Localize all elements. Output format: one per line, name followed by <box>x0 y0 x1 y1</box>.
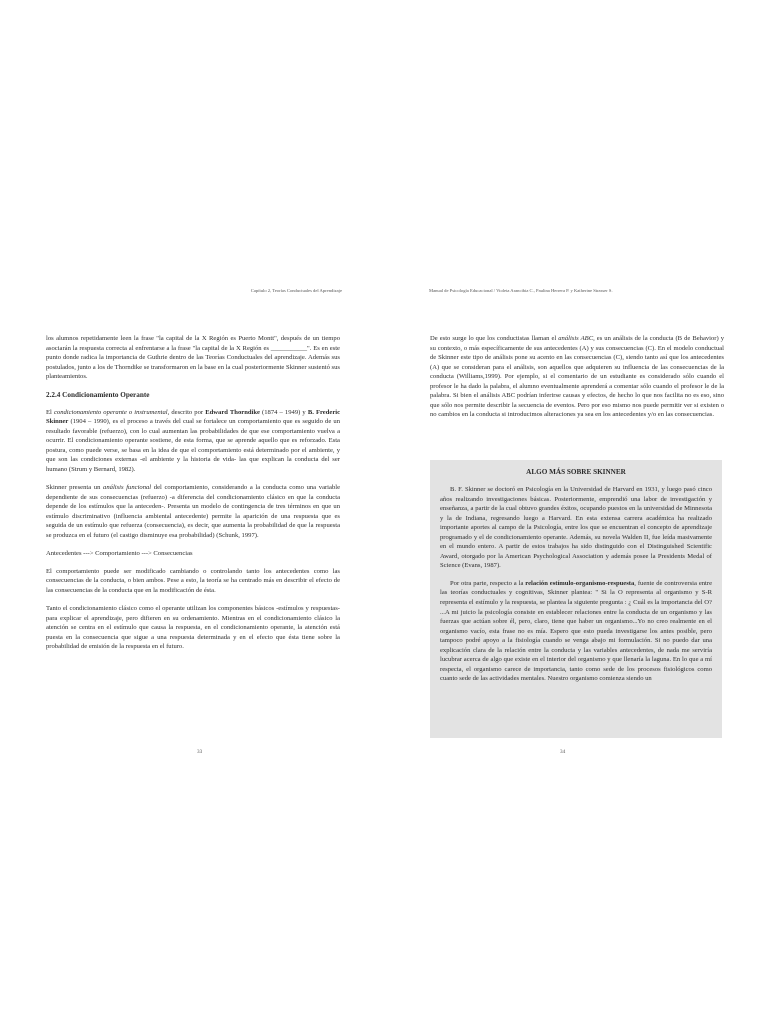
paragraph: Tanto el condicionamiento clásico como el operante utilizan los componentes básicos -estímulos y respuestas- para explicar el aprendizaje, pero difieren en su ordenamiento. Mientras en el condicionamiento clásico la atención se centra en el estímulo que causa la respuesta, en el condicionamiento operante, la atención está puesta en la consecuencia que sigue a una respuesta determinada y en el efecto que ésta tiene sobre la probabilidad de emisión de la respuesta en el futuro. <box>46 604 340 651</box>
section-heading: 2.2.4 Condicionamiento Operante <box>46 391 150 400</box>
page-number-right: 34 <box>560 749 566 755</box>
box-title: ALGO MÁS SOBRE SKINNER <box>526 468 626 476</box>
box-paragraph: B. F. Skinner se doctoró en Psicología en la Universidad de Harvard en 1931, y luego pasó cinco años realizando investigaciones básicas. Posteriormente, emprendió una labor de investigación y enseñanza, a partir de la cual obtuvo grandes éxitos, ocupando puestos en la universidad de Minnesota y la de Indiana, regresando luego a Harvard. En esta extensa carrera académica ha realizado importante aportes al campo de la Psicología, entre los que se encuentran el concepto de aprendizaje programado y el de condicionamiento operante. Además, su novela Walden II, fue leída masivamente en el mundo entero. A partir de estos trabajos ha sido distinguido con el Distinguished Scientific Award, otorgado por la American Psychological Association y además posee la Presidents Medal of Science (Evans, 1987). <box>440 486 712 570</box>
bold-term: relación estímulo-organismo-respuesta <box>525 579 635 587</box>
paragraph <box>46 408 340 475</box>
paragraph: los alumnos repetidamente leen la frase "la capital de la X Región es Puerto Montt", después de un tiempo asociarán la respuesta correcta al enfrentarse a la frase "la capital de la X Región es ___________". Es en este punto donde radica la importancia de Guthrie dentro de las Teorías Conductuales del aprendizaje. Además sus postulados, junto a los de Thorndike se transformaron en la base en la cual posteriormente Skinner sustentó sus planteamientos. <box>46 335 340 381</box>
text-run: (1904 – 1990), es el proceso a través del cual se fortalece un comportamiento que es seguido de un resultado favorable (refuerzo), con lo cual aumentan las probabilidades de que ese comportamiento vuelva a ocurrir. El condicionamiento operante sostiene, de esta forma, que se aprende aquello que es reforzado. Esta postura, como puede verse, se basa en la idea de que el comportamiento está determinado por el ambiente, y que son las condiciones externas -el ambiente y la historia de vida- las que explican la conducta del ser humano (Strum y Bernard, 1982). <box>46 418 340 473</box>
italic-term: análisis funcional <box>103 484 152 491</box>
text-run: De esto surge lo que los conductistas llaman el <box>430 335 559 342</box>
paragraph: El comportamiento puede ser modificado cambiando o controlando tanto los antecedentes como las consecuencias de la conducta, o bien ambos. Pese a esto, la teoría se ha centrado más en describir el efecto de las consecuencias de la conducta que en la modificación de ésta. <box>46 567 340 594</box>
paragraph <box>46 483 340 540</box>
text-run: Por otra parte, respecto a la <box>450 579 526 587</box>
text-run: (1874 – 1949) y <box>259 408 308 416</box>
text-run: , fuente de controversia entre las teorías conductuales y cognitivas, Skinner plantea: " Si la O representa al organismo y S-R representa el estímulo y la respuesta, se plantea la siguiente pregunta : ¿ Cuál es la importancia del O? ...A mi juicio la psicología consiste en establecer relaciones entre la conducta de un organismo y las fuerzas que actúan sobre él, pero, claro, tiene que haber un organismo...Yo no creo realmente en el organismo vacío, esta frase no es mía. Espero que esto pueda investigarse los antes posible, pero tampoco podré apoyo a la fisiología cuando se venga abajo mi formulación. Si no puedo dar una explicación clara de la relación entre la conducta y las variables antecedentes, de nada me serviría lucubrar acerca de algo que existe en el interior del organismo y que llenaría la laguna. En lo que a mí respecta, el organismo carece de importancia, tanto como sede de los procesos fisiológicos como cuanto sede de las actividades mentales. Nuestro organismo comienza siendo un <box>440 579 712 683</box>
italic-term: análisis ABC <box>558 335 594 342</box>
left-text-column <box>46 334 340 660</box>
right-text-column <box>430 334 724 428</box>
paragraph <box>430 334 724 420</box>
sidebar-box <box>430 460 722 738</box>
italic-term: condicionamiento operante o instrumental <box>53 408 168 416</box>
text-run: , descrito por <box>167 408 206 416</box>
box-paragraph <box>440 579 712 684</box>
running-header-right: Manual de Psicología Educacional / Violeta Arancibia C., Paulina Herrera P. y Katherine Strasser S. <box>429 288 613 293</box>
text-run: , es un análisis de la conducta (B de Behavior) y su contexto, o más específicamente de sus antecedentes (A) y sus consecuencias (C). En el modelo conductual de Skinner este tipo de análisis pone su acento en las consecuencias (C), siendo tanto así que los antecedentes (A) que se consideran para el análisis, son aquellos que adquieren su influencia de las consecuencias de la conducta (Williams,1999). Por ejemplo, si el comentario de un estudiante es considerado sólo cuando el profesor le ha dado la palabra, el alumno eventualmente aprenderá a comentar sólo cuando el profesor le de la palabra. Si bien el análisis ABC podrían inferirse causas y efectos, de hecho lo que nos facilita no es eso, sino que sólo nos permite describir la secuencia de eventos. Pero por eso mismo nos puede permitir ver si existen o no cambios en la conducta si introducimos alteraciones ya sea en los antecedentes y/o en las consecuencias. <box>430 335 725 419</box>
text-run: Skinner presenta un <box>46 484 104 491</box>
right-page <box>384 0 768 1024</box>
sequence-line: Antecedentes ---> Comportamiento ---> Consecuencias <box>46 549 193 557</box>
text-run: El <box>46 408 54 416</box>
page-number-left: 33 <box>197 749 203 755</box>
running-header-left: Capítulo 2, Teorías Conductuales del Aprendizaje <box>250 288 342 293</box>
author-name: B. Frederic Skinner <box>46 408 340 426</box>
text-run: del comportamiento, considerando a la conducta como una variable dependiente de sus consecuencias (refuerzo) -a diferencia del condicionamiento clásico en que la conducta depende de los estímulos que la anteceden-. Presenta un modelo de contingencia de tres términos en que un estímulo discriminativo (influencia ambiental antecedente) permite la aparición de una respuesta que es seguida de un estímulo que refuerza (consecuencia), es decir, que aumenta la probabilidad de que la respuesta se produzca en el futuro (el castigo disminuye esa probabilidad) (Schunk, 1997). <box>46 484 341 539</box>
author-name: Edward Thorndike <box>205 408 260 416</box>
